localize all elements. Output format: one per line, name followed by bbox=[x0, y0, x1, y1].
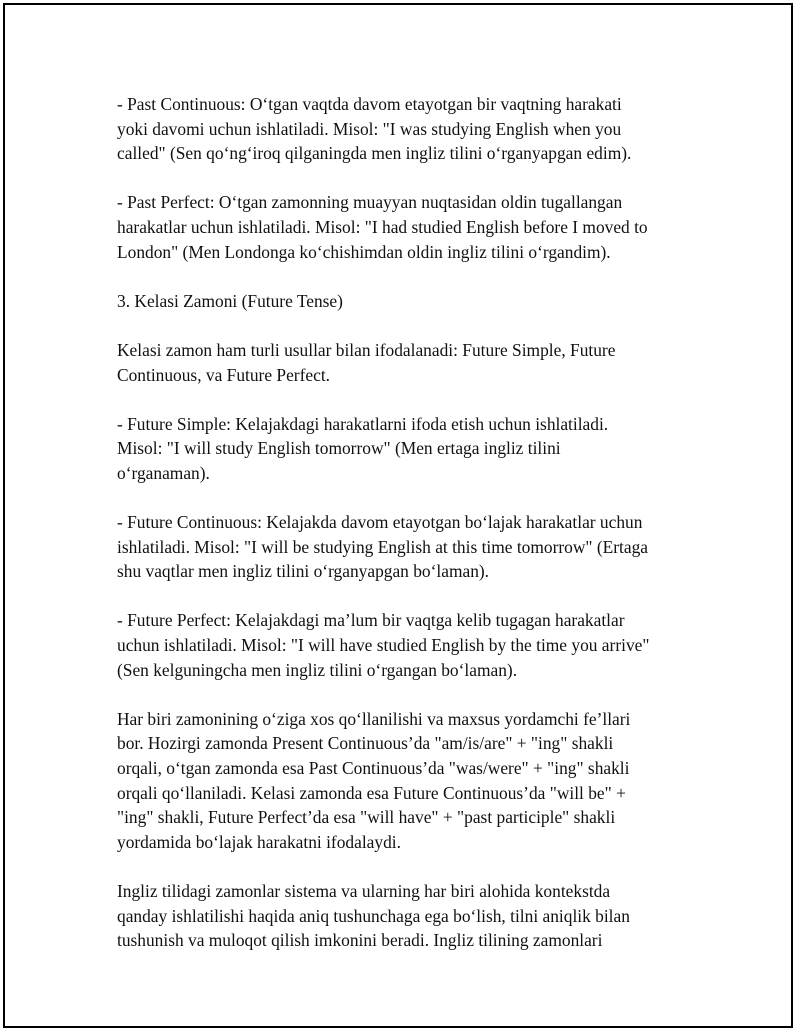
text-line: - Past Perfect: O‘tgan zamonning muayyan nuqtasidan oldin tugallangan bbox=[117, 192, 623, 213]
paragraph-auxiliary-verbs bbox=[117, 707, 687, 855]
text-line: Misol: "I will study English tomorrow" (Men ertaga ingliz tilini bbox=[117, 438, 561, 459]
text-line: (Sen kelguningcha men ingliz tilini o‘rgangan bo‘laman). bbox=[117, 659, 518, 680]
text-line: Har biri zamonining o‘ziga xos qo‘llanilishi va maxsus yordamchi fe’llari bbox=[117, 708, 631, 729]
text-line: "ing" shakli, Future Perfect’da esa "will have" + "past participle" shakli bbox=[117, 807, 616, 828]
text-line: ishlatiladi. Misol: "I will be studying English at this time tomorrow" (Ertaga bbox=[117, 536, 649, 557]
text-line: yoki davomi uchun ishlatiladi. Misol: "I was studying English when you bbox=[117, 118, 622, 139]
text-line: tushunish va muloqot qilish imkonini beradi. Ingliz tilining zamonlari bbox=[117, 930, 603, 951]
paragraph-future-perfect bbox=[117, 608, 687, 682]
text-line: - Future Perfect: Kelajakdagi ma’lum bir vaqtga kelib tugagan harakatlar bbox=[117, 610, 625, 631]
text-line: - Past Continuous: O‘tgan vaqtda davom etayotgan bir vaqtning harakati bbox=[117, 94, 622, 114]
section-heading-future-tense bbox=[117, 289, 687, 314]
text-line: uchun ishlatiladi. Misol: "I will have studied English by the time you arrive" bbox=[117, 635, 650, 656]
paragraph-future-continuous bbox=[117, 510, 687, 584]
text-line: Kelasi zamon ham turli usullar bilan ifodalanadi: Future Simple, Future bbox=[117, 339, 616, 360]
text-line: qanday ishlatilishi haqida aniq tushunchaga ega bo‘lish, tilni aniqlik bilan bbox=[117, 905, 630, 926]
text-line: shu vaqtlar men ingliz tilini o‘rganyapgan bo‘laman). bbox=[117, 561, 490, 582]
text-line: 3. Kelasi Zamoni (Future Tense) bbox=[117, 290, 343, 311]
paragraph-past-perfect bbox=[117, 190, 687, 264]
paragraph-future-intro bbox=[117, 338, 687, 387]
text-line: bor. Hozirgi zamonda Present Continuous’da "am/is/are" + "ing" shakli bbox=[117, 733, 614, 754]
text-line: London" (Men Londonga ko‘chishimdan oldin ingliz tilini o‘rgandim). bbox=[117, 241, 611, 262]
paragraph-past-continuous bbox=[117, 92, 687, 166]
paragraph-conclusion bbox=[117, 879, 687, 953]
text-line: yordamida bo‘lajak harakatni ifodalaydi. bbox=[117, 831, 401, 852]
text-line: o‘rganaman). bbox=[117, 462, 210, 483]
text-line: orqali qo‘llaniladi. Kelasi zamonda esa Future Continuous’da "will be" + bbox=[117, 782, 626, 803]
text-line: - Future Continuous: Kelajakda davom etayotgan bo‘lajak harakatlar uchun bbox=[117, 512, 643, 533]
text-line: harakatlar uchun ishlatiladi. Misol: "I had studied English before I moved to bbox=[117, 216, 648, 237]
text-line: Ingliz tilidagi zamonlar sistema va ularning har biri alohida kontekstda bbox=[117, 881, 611, 901]
text-line: called" (Sen qo‘ng‘iroq qilganingda men ingliz tilini o‘rganyapgan edim). bbox=[117, 143, 632, 164]
text-line: orqali, o‘tgan zamonda esa Past Continuous’da "was/were" + "ing" shakli bbox=[117, 758, 630, 779]
document-body bbox=[117, 92, 687, 977]
text-line: - Future Simple: Kelajakdagi harakatlarni ifoda etish uchun ishlatiladi. bbox=[117, 413, 609, 434]
text-line: Continuous, va Future Perfect. bbox=[117, 364, 331, 385]
paragraph-future-simple bbox=[117, 412, 687, 486]
